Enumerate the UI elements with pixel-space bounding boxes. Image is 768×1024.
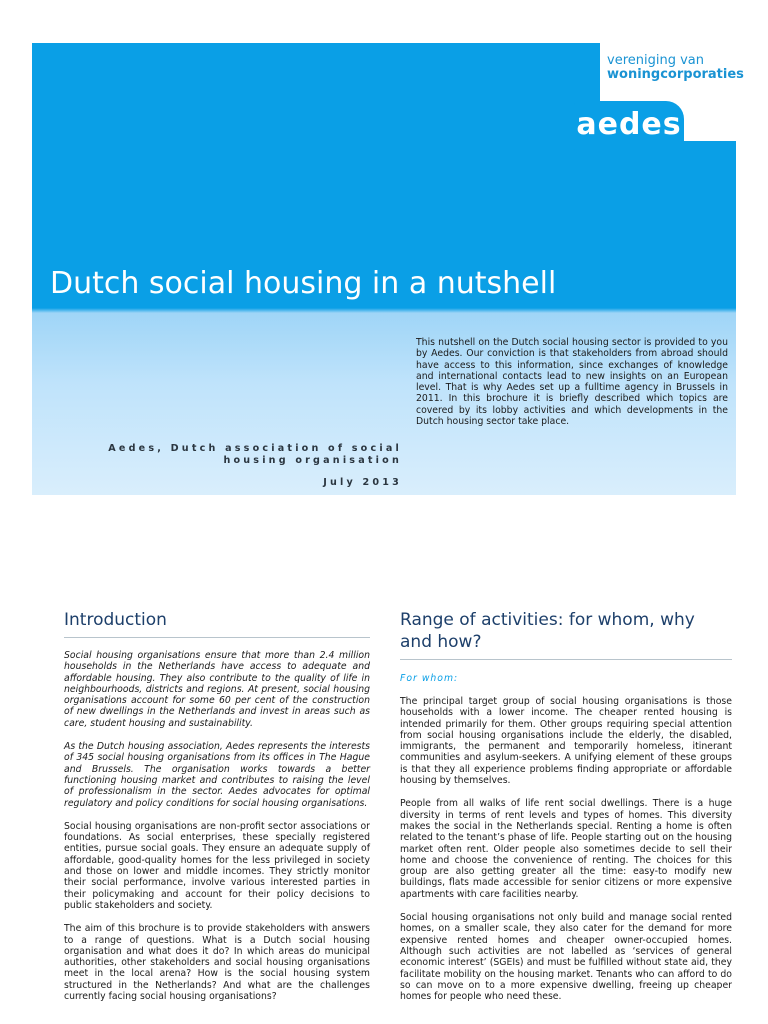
- activities-heading: Range of activities: for whom, why and how?: [400, 610, 695, 652]
- introduction-section: [64, 609, 370, 1002]
- activities-paragraph: People from all walks of life rent social dwellings. There is a huge diversity in terms of rent levels and types of homes. This diversity makes the social in the Netherlands special. Renting a home is often related to the tenant’s phase of life. People starting out on the housing market often rent. Older people also sometimes decide to sell their home and choose the convenience of renting. The choices for this group are also getting greater all the time: easy-to modify new buildings, flats made accessible for senior citizens or more expensive apartments with care facilities nearby.: [400, 798, 732, 900]
- org-tagline-1: vereniging van: [607, 53, 704, 68]
- page-title: Dutch social housing in a nutshell: [50, 266, 557, 301]
- aedes-logo: [574, 101, 684, 153]
- activities-paragraph: The principal target group of social housing organisations is those households with a lower income. The cheaper rented housing is intended primarily for them. Other groups requiring special attention from social housing organisations include the elderly, the disabled, immigrants, the permanent and temporarily homeless, itinerant communities and asylum-seekers. A unifying element of these groups is that they all experience problems finding appropriate or affordable housing by themselves.: [400, 696, 732, 787]
- activities-paragraph: Social housing organisations not only build and manage social rented homes, on a smaller scale, they also cater for the demand for more expensive rented homes and cheaper owner-occupied homes. Although such activities are not labelled as ‘services of general economic interest’ (SGEIs) and must be fulfilled without state aid, they facilitate mobility on the housing market. Tenants who can afford to do so can move on to a more expensive dwelling, freeing up cheaper homes for people who need these.: [400, 912, 732, 1003]
- publication-date: July 2013: [323, 477, 402, 488]
- activities-section: [400, 609, 732, 1002]
- intro-paragraph: As the Dutch housing association, Aedes represents the interests of 345 social housing organisations from its offices in The Hague and Brussels. The organisation works towards a better functioning housing market and contributes to raising the level of professionalism in the sector. Aedes advocates for optimal regulatory and policy conditions for social housing organisations.: [64, 741, 370, 809]
- intro-paragraph: Social housing organisations ensure that more than 2.4 million households in the Netherlands have access to adequate and affordable housing. They also contribute to the quality of life in neighbourhoods, districts and regions. At present, social housing organisations account for some 60 per cent of the construction of new dwellings in the Netherlands and invest in areas such as care, student housing and sustainability.: [64, 650, 370, 729]
- section-divider: [400, 659, 732, 660]
- section-divider: [64, 637, 370, 638]
- author-line: Aedes, Dutch association of social housing organisation: [108, 443, 402, 466]
- introduction-heading: Introduction: [64, 610, 167, 630]
- for-whom-subheading: For whom:: [400, 673, 459, 684]
- cover-intro-text: This nutshell on the Dutch social housing sector is provided to you by Aedes. Our conviction is that stakeholders from abroad should have access to this information, since exchanges of knowledge and international contacts lead to new insights on an European level. That is why Aedes set up a fulltime agency in Brussels in 2011. In this brochure it is briefly described which topics are covered by its lobby activities and which developments in the Dutch housing sector take place.: [416, 337, 728, 428]
- intro-paragraph: Social housing organisations are non-profit sector associations or foundations. As social enterprises, these specially registered entities, pursue social goals. They ensure an adequate supply of affordable, good-quality homes for the less privileged in society and those on lower and middle incomes. They strictly monitor their social performance, involve various interested parties in their policymaking and account for their policy decisions to public stakeholders and society.: [64, 820, 370, 911]
- aedes-logo-text: aedes: [576, 107, 682, 142]
- org-tagline-2: woningcorporaties: [607, 67, 744, 82]
- intro-paragraph: The aim of this brochure is to provide stakeholders with answers to a range of questions. What is a Dutch social housing organisation and what does it do? In which areas do municipal authorities, other stakeholders and social housing organisations meet in the local arena? How is the social housing system structured in the Netherlands? And what are the challenges currently facing social housing organisations?: [64, 923, 370, 1003]
